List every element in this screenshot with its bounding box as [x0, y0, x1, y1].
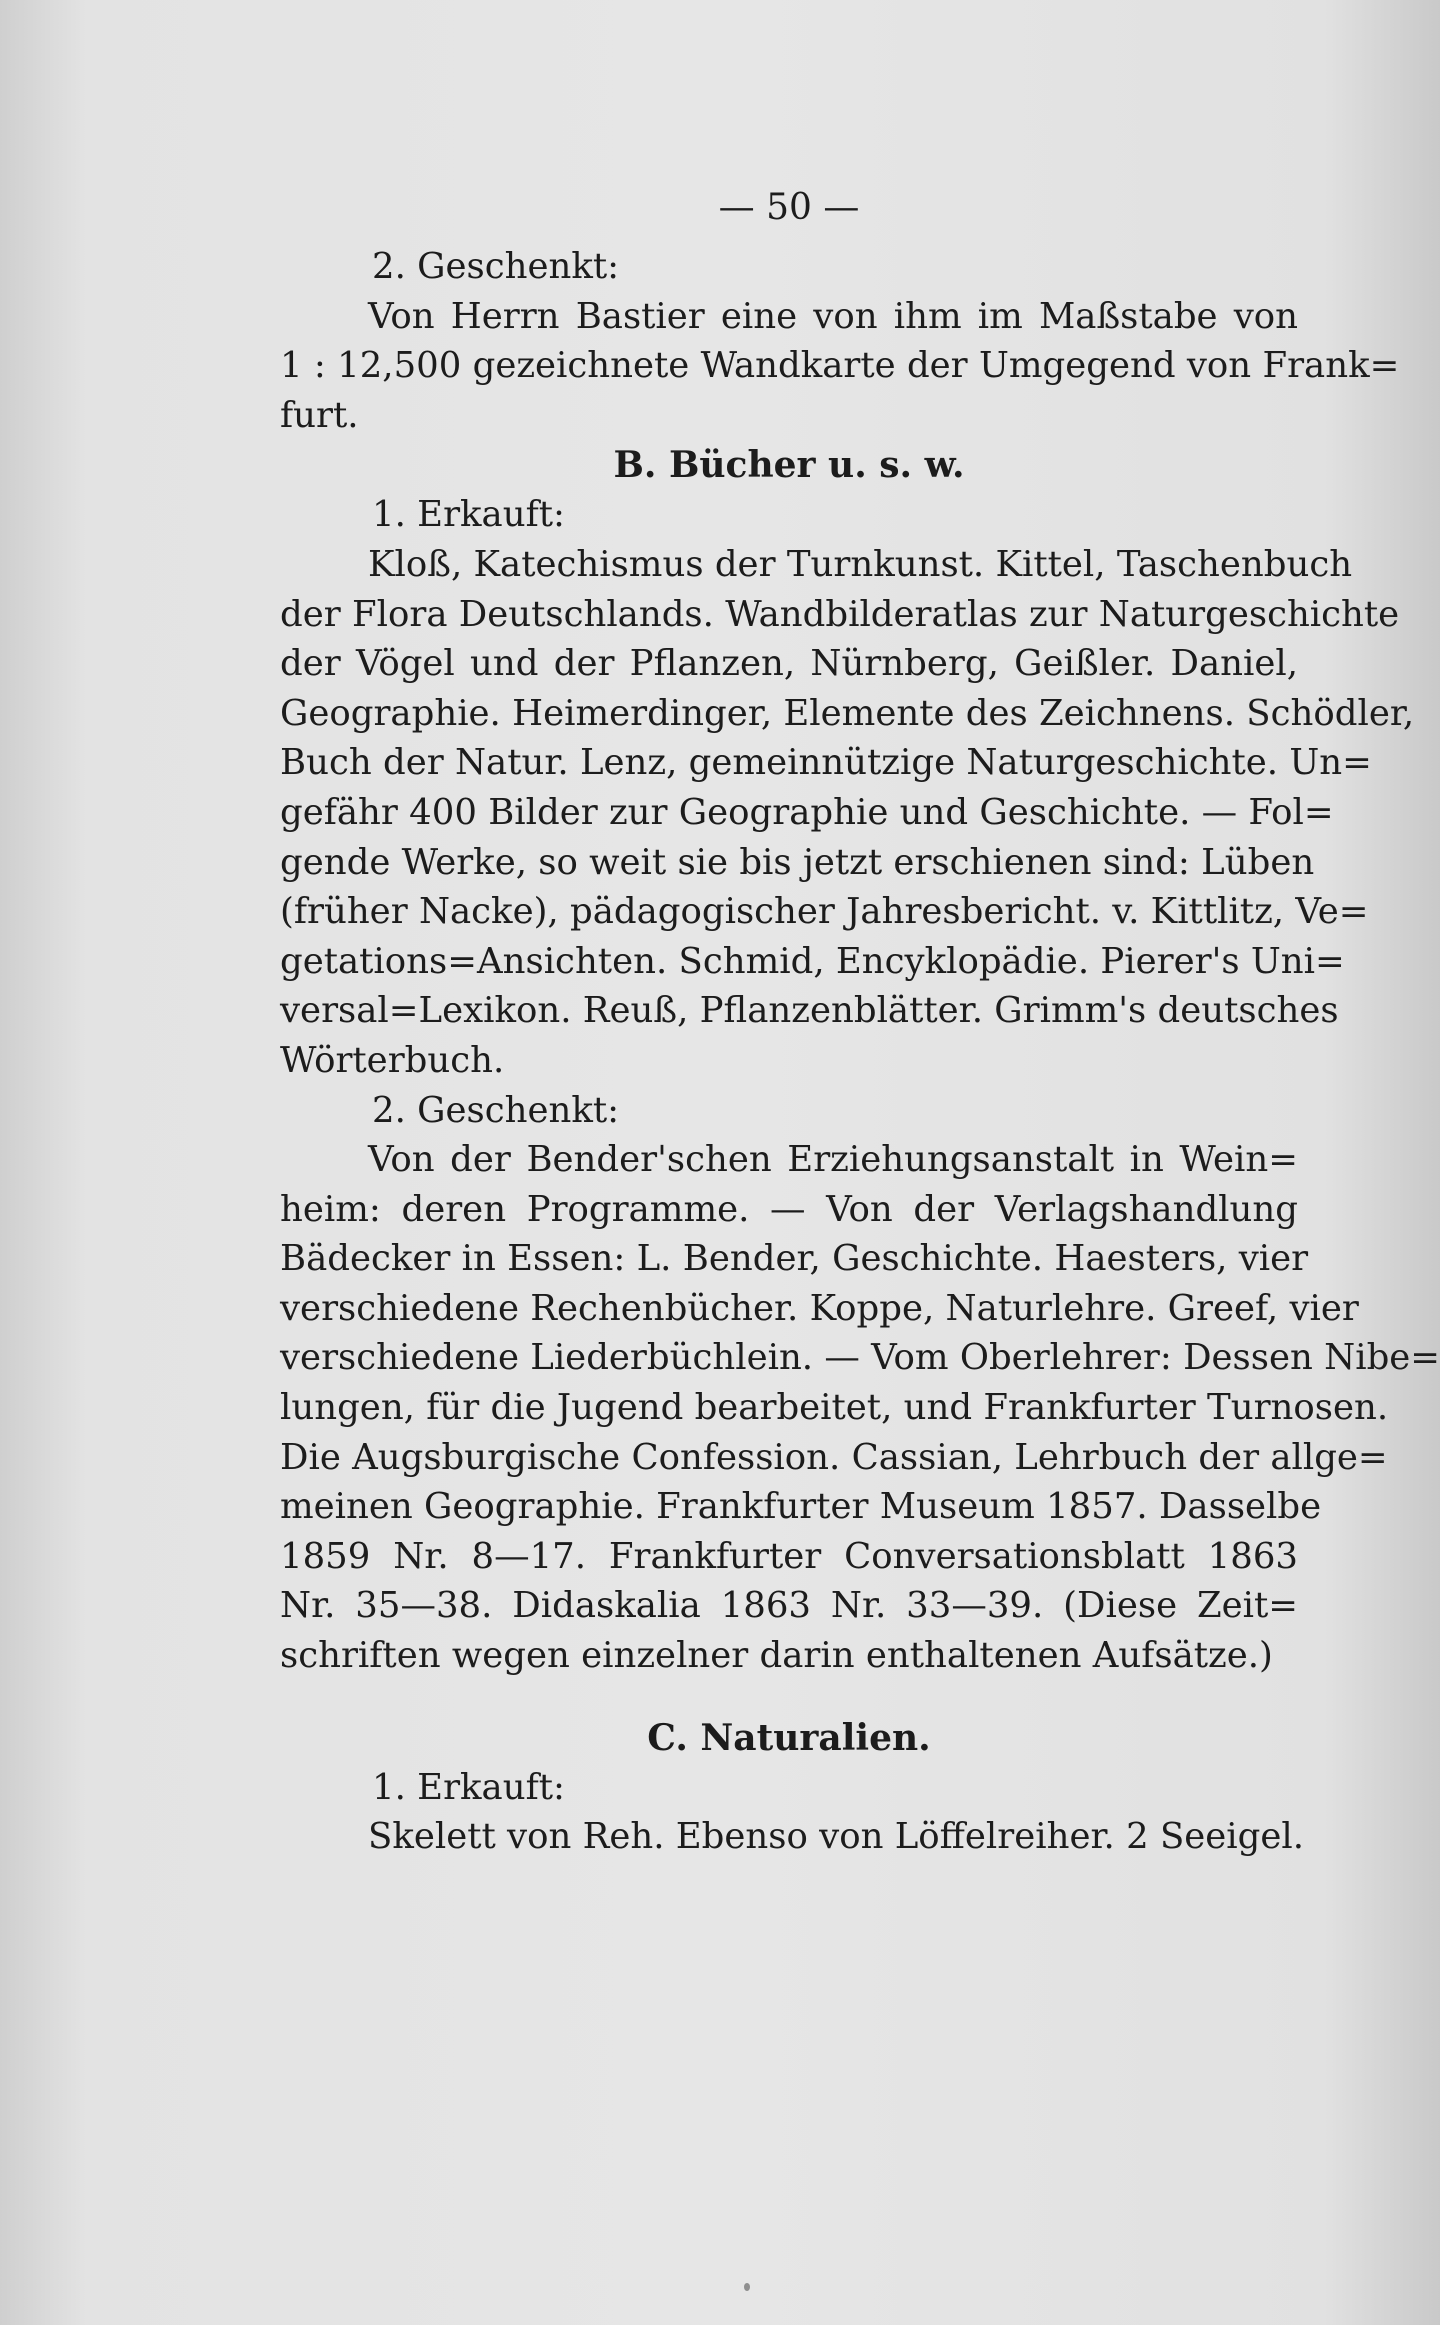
text-line: lungen, für die Jugend bearbeitet, und Frankfurter Turnosen.: [280, 1387, 1389, 1429]
text-line: Geographie. Heimerdinger, Elemente des Zeichnens. Schödler,: [280, 692, 1415, 734]
text-line: 2. Geschenkt:: [372, 246, 620, 287]
text-line: Kloß, Katechismus der Turnkunst. Kittel, Taschenbuch: [368, 543, 1353, 585]
text-line: der Flora Deutschlands. Wandbilderatlas zur Naturgeschichte: [280, 593, 1400, 635]
section-books: [280, 490, 1440, 1680]
text-line: meinen Geographie. Frankfurter Museum 1857. Dasselbe: [280, 1486, 1322, 1528]
text-line: verschiedene Rechenbücher. Koppe, Naturlehre. Greef, vier: [280, 1287, 1359, 1329]
section-gap: [280, 1681, 1298, 1713]
text-line: Skelett von Reh. Ebenso von Löffelreiher. 2 Seeigel.: [368, 1816, 1305, 1858]
text-line: gefähr 400 Bilder zur Geographie und Geschichte. — Fol=: [280, 791, 1334, 833]
text-block: [280, 180, 1440, 1862]
text-line: 1859 Nr. 8—17. Frankfurter Conversationsblatt 1863: [280, 1535, 1298, 1577]
print-speck: [744, 2283, 750, 2291]
text-line: 1. Erkauft:: [372, 1766, 565, 1808]
text-line: Bädecker in Essen: L. Bender, Geschichte. Haesters, vier: [280, 1238, 1309, 1280]
text-line: versal=Lexikon. Reuß, Pflanzenblätter. Grimm's deutsches: [280, 990, 1339, 1032]
text-line: Die Augsburgische Confession. Cassian, Lehrbuch der allge=: [280, 1436, 1388, 1478]
text-line: verschiedene Liederbüchlein. — Vom Oberlehrer: Dessen Nibe=: [280, 1337, 1440, 1379]
text-line: 1 : 12,500 gezeichnete Wandkarte der Umgegend von Frank=: [280, 345, 1400, 387]
text-line: schriften wegen einzelner darin enthaltenen Aufsätze.): [280, 1635, 1273, 1677]
text-line: 1. Erkauft:: [372, 494, 565, 536]
text-line: gende Werke, so weit sie bis jetzt erschienen sind: Lüben: [280, 841, 1315, 883]
text-line: Nr. 35—38. Didaskalia 1863 Nr. 33—39. (Diese Zeit=: [280, 1585, 1298, 1627]
section-naturalia: [280, 1763, 1305, 1862]
page-number: — 50 —: [718, 187, 860, 228]
heading-books: B. Bücher u. s. w.: [613, 444, 965, 487]
text-line: furt.: [280, 394, 359, 436]
text-line: (früher Nacke), pädagogischer Jahresbericht. v. Kittlitz, Ve=: [280, 891, 1369, 933]
heading-naturalia: C. Naturalien.: [647, 1716, 931, 1759]
text-line: Von der Bender'schen Erziehungsanstalt in Wein=: [368, 1139, 1298, 1181]
text-line: Wörterbuch.: [280, 1039, 505, 1081]
text-line: 2. Geschenkt:: [372, 1089, 620, 1131]
text-line: der Vögel und der Pflanzen, Nürnberg, Geißler. Daniel,: [280, 643, 1298, 685]
text-line: Von Herrn Bastier eine von ihm im Maßstabe von: [368, 295, 1298, 337]
text-line: heim: deren Programme. — Von der Verlagshandlung: [280, 1188, 1298, 1230]
section-map-gift: [280, 242, 1400, 440]
text-line: getations=Ansichten. Schmid, Encyklopädie. Pierer's Uni=: [280, 940, 1345, 982]
text-line: Buch der Natur. Lenz, gemeinnützige Naturgeschichte. Un=: [280, 742, 1372, 784]
